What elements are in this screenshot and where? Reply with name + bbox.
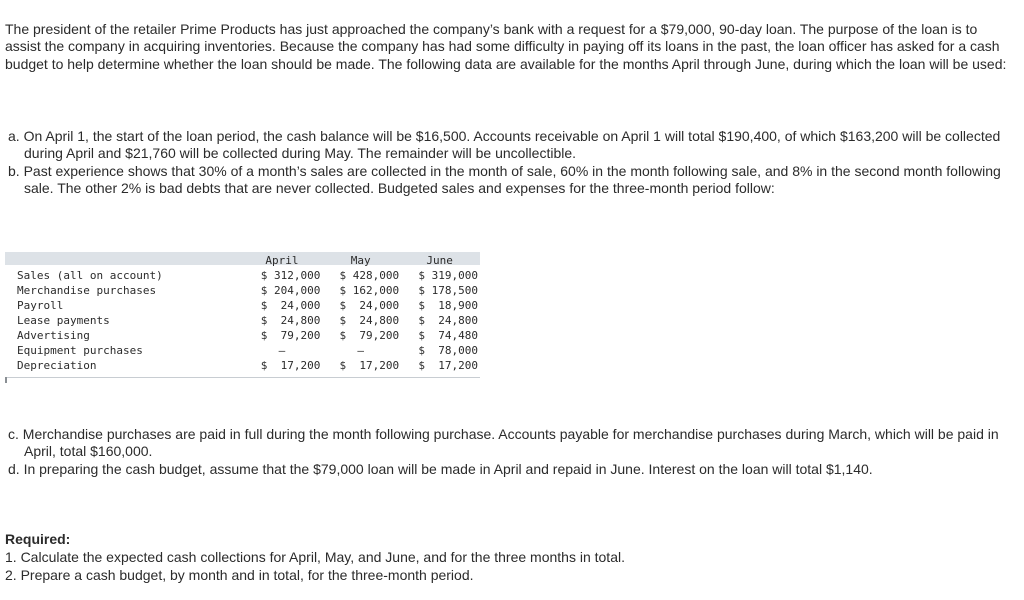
row-label: Lease payments: [17, 314, 110, 327]
cell-may: $ 24,800: [339, 314, 400, 327]
table-row: [17, 313, 480, 328]
cell-april: –: [278, 344, 286, 357]
cell-june: $ 78,000: [418, 344, 478, 357]
cell-june: $ 74,480: [418, 329, 478, 342]
schedule-resize-tick: [5, 377, 7, 383]
table-row: [17, 358, 480, 373]
cell-april: $ 24,000: [260, 299, 321, 312]
col-header-june: June: [426, 254, 453, 267]
item-c: c. Merchandise purchases are paid in full during the month following purchase. Accounts payable for merchandise purchases during March, which will be paid in April, total $160,000.: [8, 426, 999, 460]
cell-may: $ 17,200: [339, 359, 400, 372]
required-heading: Required:: [5, 531, 71, 547]
cell-june: $ 319,000: [418, 269, 478, 282]
schedule-table: [17, 253, 480, 373]
given-data-list-ab: [8, 128, 1008, 198]
cell-june: $ 24,800: [418, 314, 478, 327]
item-a: a. On April 1, the start of the loan period, the cash balance will be $16,500. Accounts receivable on April 1 will total $190,400, of which $163,200 will be collected during April and $21,760 will be collected during May. The remainder will be uncollectible.: [8, 128, 1001, 162]
col-header-may: May: [350, 254, 371, 267]
table-row: [17, 328, 480, 343]
cell-april: $ 204,000: [260, 284, 321, 297]
cell-may: $ 24,000: [339, 299, 400, 312]
cell-may: $ 162,000: [339, 284, 400, 297]
table-row: [17, 343, 480, 358]
problem-intro: The president of the retailer Prime Products has just approached the company’s bank with a request for a $79,000, 90-day loan. The purpose of the loan is to assist the company in acquiring inventories. Because the company has had some difficulty in paying off its loans in the past, the loan officer has asked for a cash budget to help determine whether the loan should be made. The following data are available for the months April through June, during which the loan will be used:: [5, 21, 1007, 72]
cell-june: $ 17,200: [418, 359, 478, 372]
cell-june: $ 18,900: [418, 299, 478, 312]
budget-schedule: [5, 252, 480, 384]
item-b: b. Past experience shows that 30% of a month’s sales are collected in the month of sale, 60% in the month following sale, and 8% in the second month following sale. The other 2% is bad debts that are never collected. Budgeted sales and expenses for the three-month period follow:: [8, 162, 1001, 197]
required-section: [5, 530, 625, 584]
cell-may: $ 428,000: [339, 269, 400, 282]
cell-april: $ 79,200: [260, 329, 321, 342]
schedule-bottom-rule: [5, 377, 480, 378]
table-row: [17, 298, 480, 313]
row-label: Payroll: [17, 299, 64, 312]
row-label: Advertising: [17, 329, 90, 342]
row-label: Merchandise purchases: [17, 284, 157, 297]
given-data-list-cd: [8, 426, 1008, 478]
cell-april: $ 312,000: [260, 269, 321, 282]
cell-may: –: [357, 344, 365, 357]
schedule-header-row: [17, 253, 480, 268]
cell-june: $ 178,500: [418, 284, 478, 297]
schedule-corner: [17, 253, 244, 268]
row-label: Depreciation: [17, 359, 97, 372]
table-row: [17, 268, 480, 283]
col-header-april: April: [265, 254, 299, 267]
required-line-1: 1. Calculate the expected cash collections for April, May, and June, and for the three months in total.: [5, 549, 625, 565]
item-d: d. In preparing the cash budget, assume that the $79,000 loan will be made in April and repaid in June. Interest on the loan will total $1,140.: [8, 460, 873, 477]
table-row: [17, 283, 480, 298]
row-label: Sales (all on account): [17, 269, 163, 282]
row-label: Equipment purchases: [17, 344, 143, 357]
cell-april: $ 24,800: [260, 314, 321, 327]
cell-may: $ 79,200: [339, 329, 400, 342]
cell-april: $ 17,200: [260, 359, 321, 372]
required-line-2: 2. Prepare a cash budget, by month and in total, for the three-month period.: [5, 567, 474, 583]
